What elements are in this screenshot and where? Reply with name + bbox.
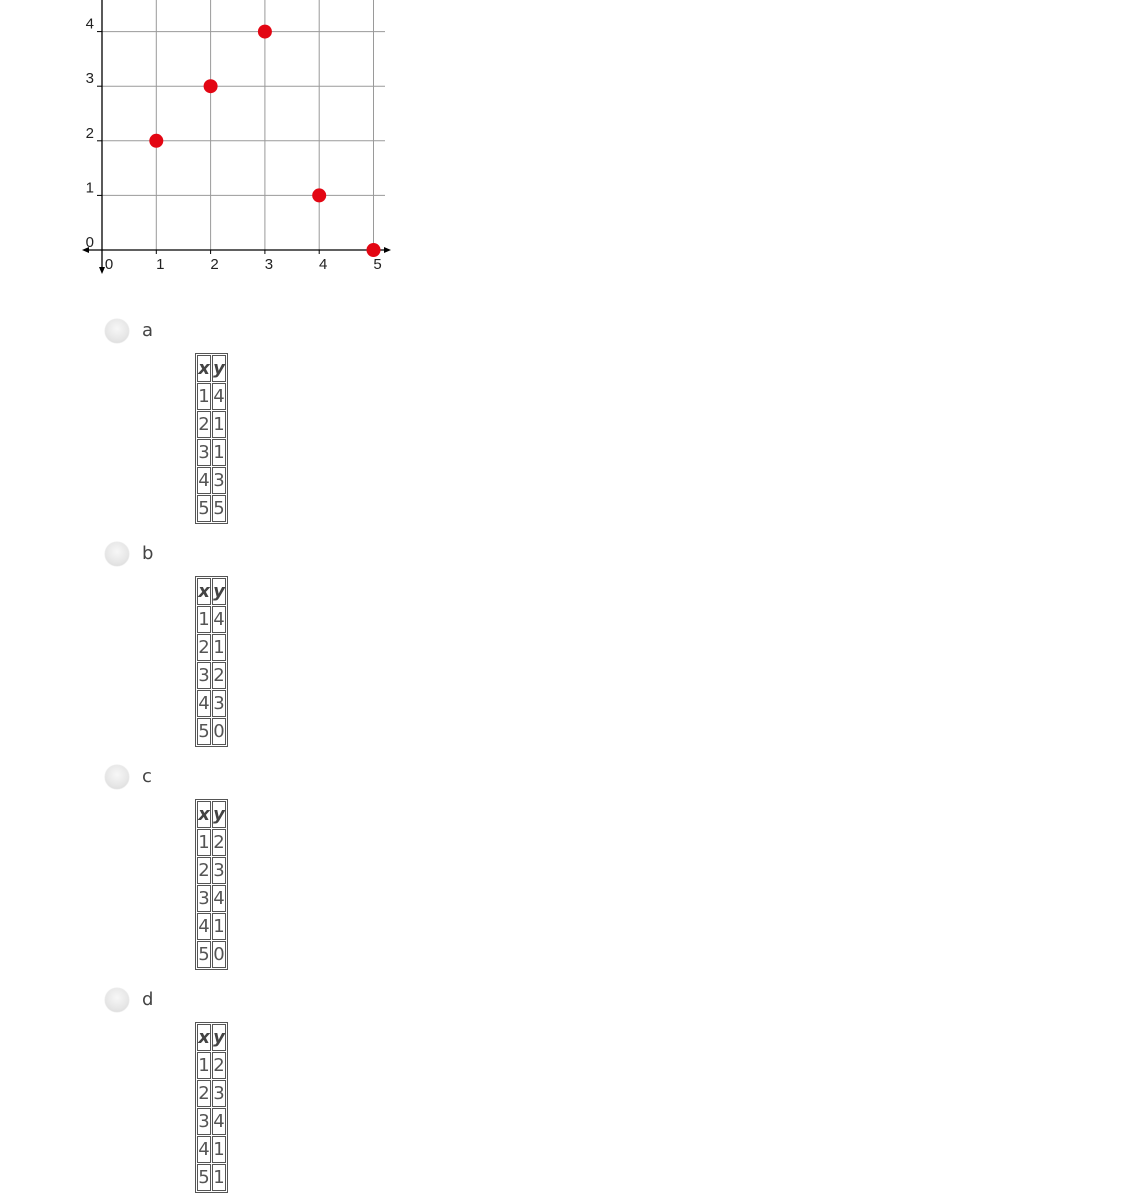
- table-cell: 5: [197, 1164, 211, 1191]
- choice-label-c: c: [142, 766, 152, 787]
- table-row: [197, 467, 226, 494]
- x-tick-label: 2: [210, 256, 219, 273]
- table-cell: 2: [197, 1080, 211, 1107]
- x-tick-label: 0: [104, 256, 114, 273]
- table-header-cell: y: [212, 801, 226, 828]
- table-header-cell: x: [197, 801, 211, 828]
- y-tick-label: 1: [85, 179, 94, 197]
- table-header-cell: x: [197, 355, 211, 382]
- data-point: [312, 188, 326, 202]
- table-row: [197, 941, 226, 968]
- table-header-cell: y: [212, 1024, 226, 1051]
- table-cell: 1: [212, 411, 226, 438]
- grid-lines: [102, 0, 385, 250]
- table-row: [197, 662, 226, 689]
- table-cell: 3: [212, 467, 226, 494]
- table-cell: 4: [197, 690, 211, 717]
- table-row: [197, 857, 226, 884]
- table-cell: 2: [197, 411, 211, 438]
- table-cell: 1: [212, 439, 226, 466]
- table-cell: 2: [212, 662, 226, 689]
- table-cell: 2: [212, 1052, 226, 1079]
- table-cell: 0: [212, 718, 226, 745]
- y-tick-label: 4: [85, 15, 94, 33]
- table-row: [197, 634, 226, 661]
- table-cell: 4: [212, 1108, 226, 1135]
- table-cell: 4: [197, 1136, 211, 1163]
- data-point: [204, 79, 218, 93]
- table-header-row: [197, 801, 226, 828]
- choice-table-a: [195, 353, 228, 524]
- table-cell: 2: [212, 829, 226, 856]
- radio-button-c[interactable]: [105, 765, 129, 789]
- x-tick-labels: [105, 256, 382, 273]
- table-cell: 1: [197, 606, 211, 633]
- table-cell: 5: [212, 495, 226, 522]
- table-row: [197, 718, 226, 745]
- table-row: [197, 1108, 226, 1135]
- table-row: [197, 1052, 226, 1079]
- choice-label-b: b: [142, 543, 154, 564]
- table-row: [197, 690, 226, 717]
- table-header-row: [197, 1024, 226, 1051]
- radio-button-a[interactable]: [105, 319, 129, 343]
- data-point: [149, 134, 163, 148]
- table-cell: 1: [212, 913, 226, 940]
- table-cell: 3: [197, 1108, 211, 1135]
- y-tick-label: 0: [85, 234, 94, 251]
- data-point: [258, 25, 272, 39]
- choice-label-d: d: [142, 989, 154, 1010]
- table-header-row: [197, 355, 226, 382]
- data-point: [367, 243, 381, 257]
- radio-button-b[interactable]: [105, 542, 129, 566]
- table-row: [197, 495, 226, 522]
- x-tick-label: 3: [264, 256, 274, 273]
- table-row: [197, 383, 226, 410]
- table-cell: 1: [212, 1136, 226, 1163]
- table-cell: 4: [212, 885, 226, 912]
- table-row: [197, 829, 226, 856]
- table-row: [197, 1136, 226, 1163]
- x-tick-label: 4: [319, 256, 328, 273]
- table-cell: 4: [197, 467, 211, 494]
- table-cell: 2: [197, 857, 211, 884]
- y-tick-label: 3: [85, 70, 94, 88]
- table-cell: 1: [197, 1052, 211, 1079]
- table-row: [197, 439, 226, 466]
- table-cell: 5: [197, 718, 211, 745]
- table-row: [197, 1080, 226, 1107]
- table-cell: 3: [197, 662, 211, 689]
- table-header-cell: x: [197, 578, 211, 605]
- table-cell: 4: [212, 383, 226, 410]
- radio-button-d[interactable]: [105, 988, 129, 1012]
- table-header-row: [197, 578, 226, 605]
- table-row: [197, 411, 226, 438]
- table-cell: 5: [197, 495, 211, 522]
- table-cell: 4: [212, 606, 226, 633]
- table-row: [197, 885, 226, 912]
- table-cell: 4: [197, 913, 211, 940]
- table-cell: 3: [197, 885, 211, 912]
- table-cell: 2: [197, 634, 211, 661]
- choice-table-d: [195, 1022, 228, 1193]
- table-row: [197, 913, 226, 940]
- table-cell: 1: [212, 1164, 226, 1191]
- table-cell: 3: [212, 690, 226, 717]
- x-axis-right-arrow: [384, 247, 391, 253]
- table-row: [197, 606, 226, 633]
- table-cell: 1: [197, 383, 211, 410]
- table-cell: 5: [197, 941, 211, 968]
- axes: [82, 0, 391, 274]
- choice-label-a: a: [142, 320, 154, 341]
- y-tick-label: 2: [85, 124, 94, 142]
- choice-table-c: [195, 799, 228, 970]
- scatter-graph: [0, 0, 400, 290]
- table-cell: 0: [212, 941, 226, 968]
- table-header-cell: x: [197, 1024, 211, 1051]
- x-tick-label: 1: [156, 256, 165, 273]
- x-tick-label: 5: [373, 256, 382, 273]
- table-cell: 1: [197, 829, 211, 856]
- table-cell: 1: [212, 634, 226, 661]
- y-tick-labels: [86, 16, 94, 251]
- table-row: [197, 1164, 226, 1191]
- table-cell: 3: [212, 857, 226, 884]
- table-header-cell: y: [212, 355, 226, 382]
- table-cell: 3: [197, 439, 211, 466]
- table-header-cell: y: [212, 578, 226, 605]
- choice-table-b: [195, 576, 228, 747]
- table-cell: 3: [212, 1080, 226, 1107]
